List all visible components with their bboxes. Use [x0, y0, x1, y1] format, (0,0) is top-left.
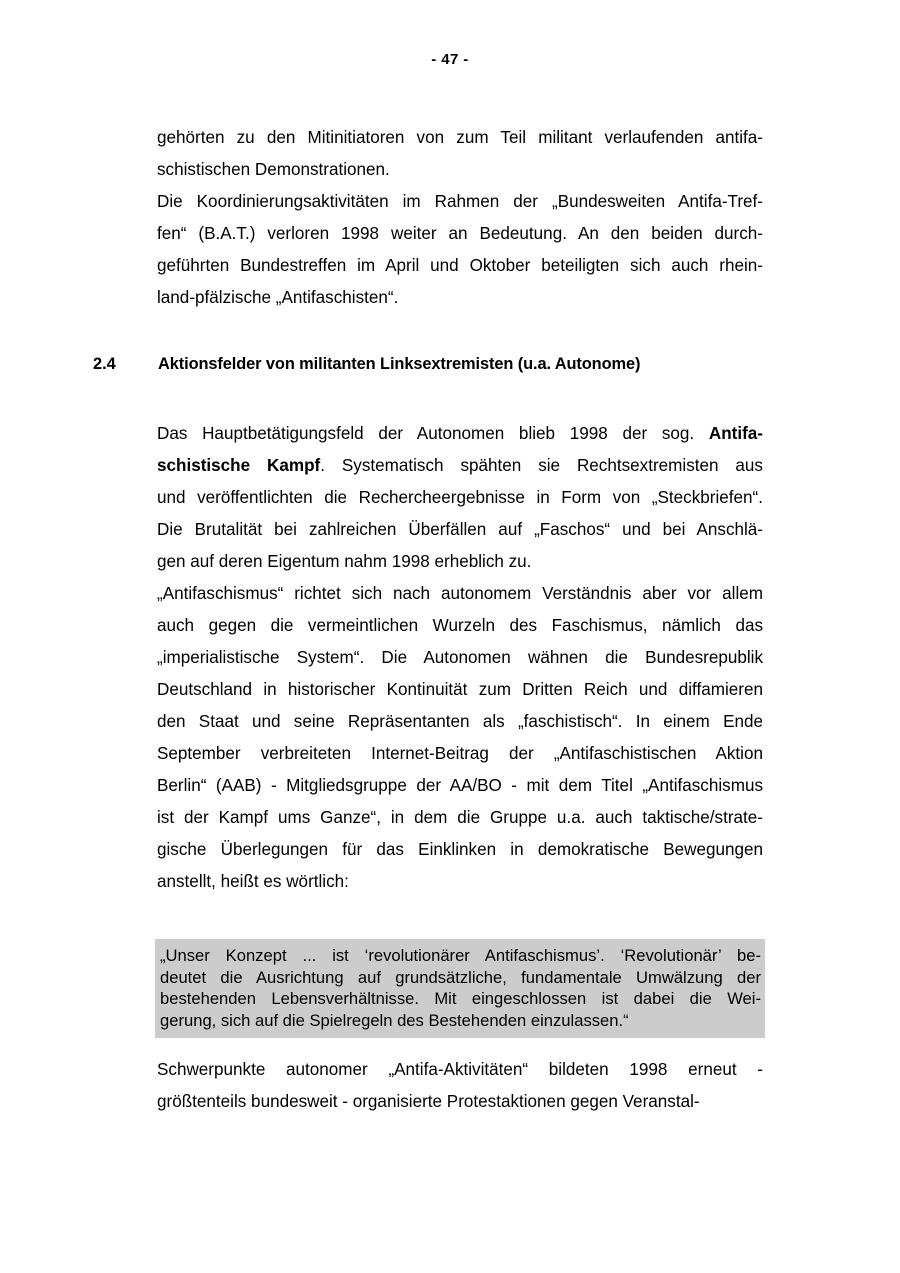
text-line: schistischen Demonstrationen. [157, 160, 390, 179]
quote-line: gerung, sich auf die Spielregeln des Bestehenden einzulassen.“ [160, 1010, 629, 1030]
paragraph-2 [157, 186, 763, 314]
section-heading-title: Aktionsfelder von militanten Linksextremisten (u.a. Autonome) [158, 355, 641, 373]
paragraph-3 [157, 418, 763, 578]
text-run: . Systematisch spähten sie Rechtsextremisten aus [320, 456, 763, 475]
text-line: Deutschland in historischer Kontinuität zum Dritten Reich und diffamieren [157, 680, 763, 699]
text-line: auch gegen die vermeintlichen Wurzeln des Faschismus, nämlich das [157, 616, 763, 635]
paragraph-1-text [157, 122, 763, 186]
text-line: September verbreiteten Internet-Beitrag der „Antifaschistischen Aktion [157, 744, 763, 763]
text-line: größtenteils bundesweit - organisierte Protestaktionen gegen Veranstal- [157, 1092, 700, 1111]
text-run-bold: Antifa- [708, 424, 763, 443]
quote-line: deutet die Ausrichtung auf grundsätzliche, fundamentale Umwälzung der [160, 967, 761, 987]
text-line: Schwerpunkte autonomer „Antifa-Aktivitäten“ bildeten 1998 erneut - [157, 1060, 763, 1079]
text-run: Das Hauptbetätigungsfeld der Autonomen blieb 1998 der sog. [157, 424, 709, 443]
text-line: „Antifaschismus“ richtet sich nach autonomem Verständnis aber vor allem [157, 584, 763, 603]
text-line: ist der Kampf ums Ganze“, in dem die Gruppe u.a. auch taktische/strate- [157, 808, 763, 827]
text-line: gen auf deren Eigentum nahm 1998 erheblich zu. [157, 552, 532, 571]
text-line: gehörten zu den Mitinitiatoren von zum Teil militant verlaufenden antifa- [157, 128, 763, 147]
text-line: Die Brutalität bei zahlreichen Überfällen auf „Faschos“ und bei Anschlä- [157, 520, 763, 539]
text-line: fen“ (B.A.T.) verloren 1998 weiter an Bedeutung. An den beiden durch- [157, 224, 763, 243]
text-line: gische Überlegungen für das Einklinken in demokratische Bewegungen [157, 840, 763, 859]
text-line: land-pfälzische „Antifaschisten“. [157, 288, 399, 307]
page-number: - 47 - [431, 51, 469, 68]
quote-line: bestehenden Lebensverhältnisse. Mit eingeschlossen ist dabei die Wei- [160, 989, 761, 1008]
paragraph-3-text [157, 418, 763, 578]
text-line: „imperialistische System“. Die Autonomen wähnen die Bundesrepublik [157, 648, 763, 667]
quote-line: „Unser Konzept ... ist ‘revolutionärer Antifaschismus’. ‘Revolutionär’ be- [160, 946, 761, 965]
text-line [157, 418, 763, 450]
paragraph-2-text [157, 186, 763, 314]
quote-highlight-box [155, 939, 765, 1038]
text-line: den Staat und seine Repräsentanten als „faschistisch“. In einem Ende [157, 712, 763, 731]
text-line: Die Koordinierungsaktivitäten im Rahmen der „Bundesweiten Antifa-Tref- [157, 192, 763, 211]
text-line: und veröffentlichten die Rechercheergebnisse in Form von „Steckbriefen“. [157, 488, 763, 507]
paragraph-4-text [157, 578, 763, 898]
paragraph-5 [157, 1054, 763, 1118]
section-heading [93, 352, 773, 376]
paragraph-5-text [157, 1054, 763, 1118]
paragraph-1 [157, 122, 763, 186]
section-heading-number: 2.4 [93, 355, 116, 373]
text-line: geführten Bundestreffen im April und Oktober beteiligten sich auch rhein- [157, 256, 763, 275]
text-line [157, 450, 763, 482]
text-line: anstellt, heißt es wörtlich: [157, 872, 349, 891]
paragraph-4 [157, 578, 763, 898]
text-line: Berlin“ (AAB) - Mitgliedsgruppe der AA/BO - mit dem Titel „Antifaschismus [157, 776, 763, 795]
text-run-bold: schistische Kampf [157, 456, 321, 475]
